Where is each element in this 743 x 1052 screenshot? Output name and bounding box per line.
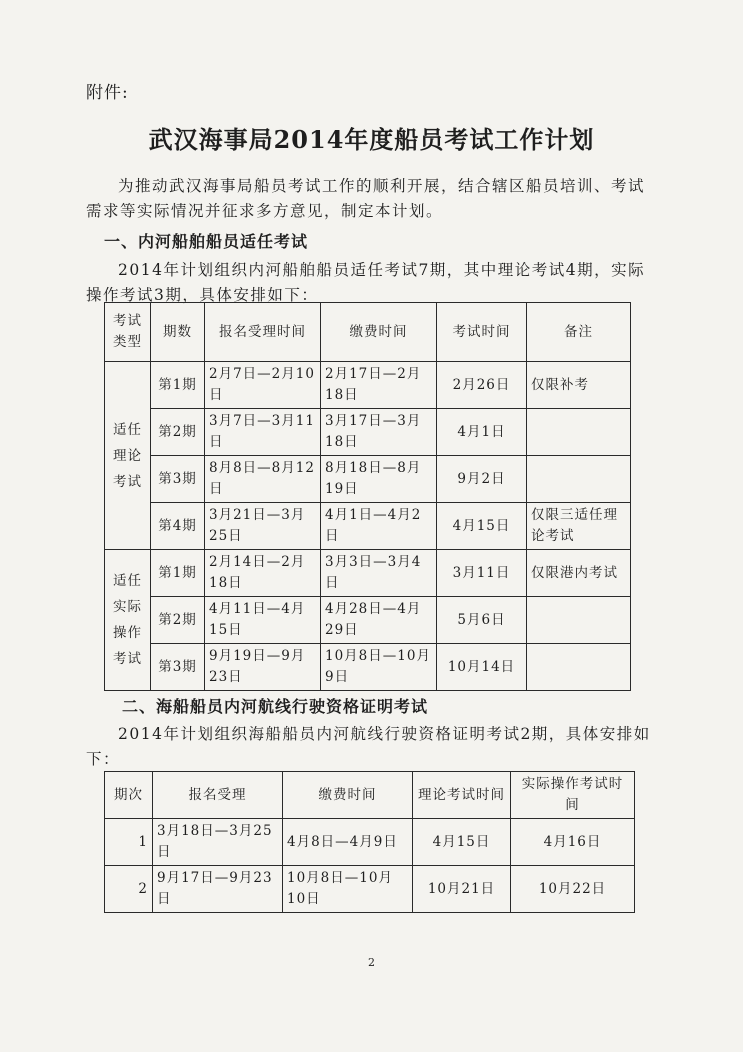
remark-cell [527, 597, 631, 644]
registration-cell: 2月14日—2月18日 [205, 550, 321, 597]
period-cell: 第2期 [151, 409, 205, 456]
exam-date-cell: 3月11日 [437, 550, 527, 597]
section2-paragraph: 2014年计划组织海船船员内河航线行驶资格证明考试2期，具体安排如下： [86, 725, 651, 768]
header-cell: 备注 [527, 303, 631, 362]
payment-cell: 3月17日—3月18日 [321, 409, 437, 456]
payment-cell: 8月18日—8月19日 [321, 456, 437, 503]
table-row [105, 409, 631, 456]
sea-crew-exam-table [104, 771, 635, 913]
remark-cell: 仅限补考 [527, 362, 631, 409]
inland-exam-table [104, 302, 631, 691]
header-cell: 期数 [151, 303, 205, 362]
table-row [105, 644, 631, 691]
exam-type-cell: 适任理论考试 [105, 362, 151, 550]
period-cell: 第2期 [151, 597, 205, 644]
section1-heading: 一、内河船舶船员适任考试 [104, 232, 309, 251]
payment-cell: 4月8日—4月9日 [283, 819, 413, 866]
period-cell: 第1期 [151, 362, 205, 409]
exam-date-cell: 5月6日 [437, 597, 527, 644]
document-title: 武汉海事局2014年度船员考试工作计划 [148, 125, 595, 154]
practical-exam-cell: 10月22日 [511, 866, 635, 913]
exam-date-cell: 9月2日 [437, 456, 527, 503]
remark-cell: 仅限三适任理论考试 [527, 503, 631, 550]
header-cell: 考试类型 [105, 303, 151, 362]
registration-cell: 8月8日—8月12日 [205, 456, 321, 503]
intro-paragraph: 为推动武汉海事局船员考试工作的顺利开展，结合辖区船员培训、考试需求等实际情况并征求多方意见，制定本计划。 [86, 177, 646, 220]
payment-cell: 4月1日—4月2日 [321, 503, 437, 550]
registration-cell: 3月18日—3月25日 [153, 819, 283, 866]
exam-type-cell: 适任实际操作考试 [105, 550, 151, 691]
header-cell: 实际操作考试时间 [511, 772, 635, 819]
header-cell: 期次 [105, 772, 153, 819]
remark-cell [527, 644, 631, 691]
section2-heading: 二、海船船员内河航线行驶资格证明考试 [122, 697, 429, 716]
period-cell: 1 [105, 819, 153, 866]
table-row [105, 550, 631, 597]
page-number: 2 [368, 956, 375, 969]
period-cell: 第4期 [151, 503, 205, 550]
exam-date-cell: 10月14日 [437, 644, 527, 691]
theory-exam-cell: 10月21日 [413, 866, 511, 913]
registration-cell: 9月19日—9月23日 [205, 644, 321, 691]
remark-cell [527, 409, 631, 456]
period-cell: 第3期 [151, 456, 205, 503]
header-cell: 报名受理时间 [205, 303, 321, 362]
attachment-label: 附件: [86, 83, 129, 103]
header-cell: 缴费时间 [283, 772, 413, 819]
header-cell: 考试时间 [437, 303, 527, 362]
payment-cell: 10月8日—10月9日 [321, 644, 437, 691]
table-row [105, 456, 631, 503]
table-row [105, 819, 635, 866]
exam-date-cell: 2月26日 [437, 362, 527, 409]
registration-cell: 4月11日—4月15日 [205, 597, 321, 644]
registration-cell: 9月17日—9月23日 [153, 866, 283, 913]
theory-exam-cell: 4月15日 [413, 819, 511, 866]
period-cell: 2 [105, 866, 153, 913]
registration-cell: 3月7日—3月11日 [205, 409, 321, 456]
period-cell: 第3期 [151, 644, 205, 691]
table-row [105, 866, 635, 913]
registration-cell: 2月7日—2月10日 [205, 362, 321, 409]
exam-date-cell: 4月1日 [437, 409, 527, 456]
table-header-row [105, 772, 635, 819]
period-cell: 第1期 [151, 550, 205, 597]
section1-paragraph: 2014年计划组织内河船舶船员适任考试7期，其中理论考试4期，实际操作考试3期，具体安排如下： [86, 261, 646, 304]
payment-cell: 10月8日—10月10日 [283, 866, 413, 913]
payment-cell: 2月17日—2月18日 [321, 362, 437, 409]
table-header-row [105, 303, 631, 362]
header-cell: 报名受理 [153, 772, 283, 819]
registration-cell: 3月21日—3月25日 [205, 503, 321, 550]
exam-date-cell: 4月15日 [437, 503, 527, 550]
remark-cell [527, 456, 631, 503]
remark-cell: 仅限港内考试 [527, 550, 631, 597]
table-row [105, 362, 631, 409]
table-row [105, 503, 631, 550]
table-row [105, 597, 631, 644]
payment-cell: 3月3日—3月4日 [321, 550, 437, 597]
payment-cell: 4月28日—4月29日 [321, 597, 437, 644]
practical-exam-cell: 4月16日 [511, 819, 635, 866]
header-cell: 理论考试时间 [413, 772, 511, 819]
header-cell: 缴费时间 [321, 303, 437, 362]
